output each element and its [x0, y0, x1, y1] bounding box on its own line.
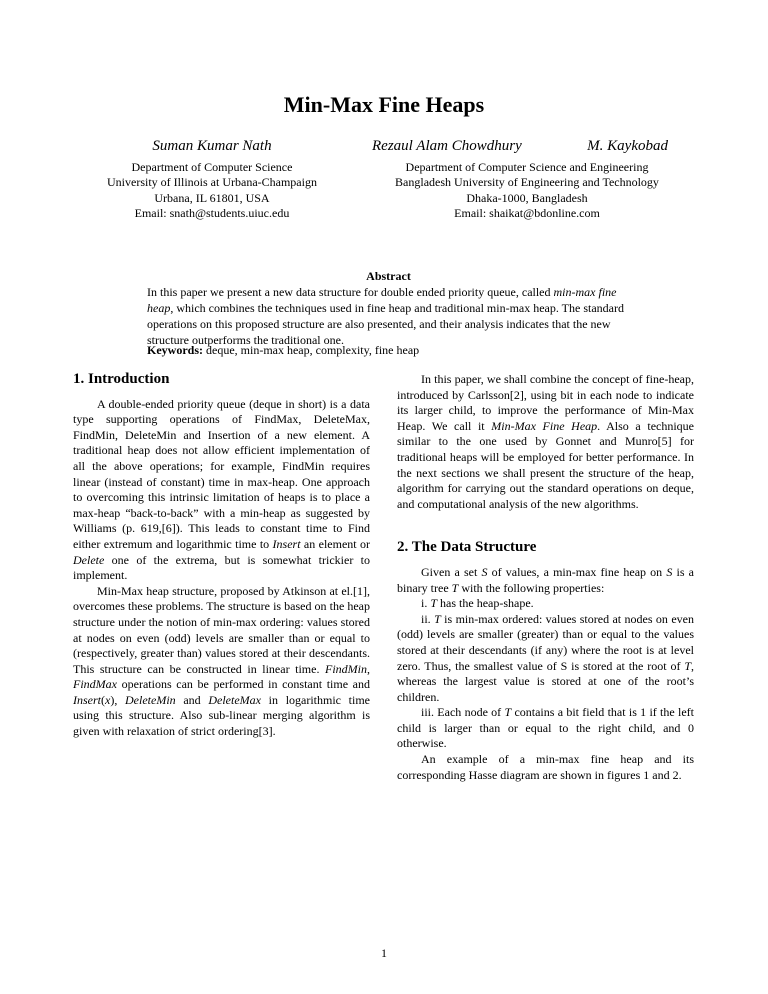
author-name: Suman Kumar Nath — [152, 138, 272, 154]
left-column — [73, 372, 370, 740]
right-column — [397, 372, 694, 783]
author-email: Email: snath@students.uiuc.edu — [134, 206, 290, 220]
author-name: Rezaul Alam Chowdhury — [372, 138, 522, 154]
section-heading-introduction: 1. Introduction — [73, 371, 170, 387]
list-item: ii. T is min-max ordered: values stored at nodes on even (odd) levels are smaller (greater) than or equal to the values stored at their descendants (if any) where the root is at level zero. Thus, the smallest value of S is stored at the root of T, whereas the largest value is stored at one of the root’s children. — [397, 611, 694, 704]
paragraph: A double-ended priority queue (deque in short) is a data type supporting operations of FindMax, DeleteMax, FindMin, DeleteMin and Insertion of a new element. A traditional heap does not allow efficient implementation of all the above operations; for example, FindMin requires linear (instead of constant) time in max-heap. One approach to overcoming this intrinsic limitation of heaps is to place a max-heap “back-to-back” with a min-heap as suggested by Williams (p. 619,[6]). This leads to constant time to Find either extremum and logarithmic time to Insert an element or Delete one of the extrema, but is somewhat trickier to implement. — [73, 396, 370, 583]
abstract-heading: Abstract — [366, 269, 411, 283]
keywords-label: Keywords: — [147, 343, 203, 357]
keywords-text: deque, min-max heap, complexity, fine heap — [203, 343, 420, 357]
author-affiliation-line: Department of Computer Science and Engineering — [405, 159, 649, 174]
author-affiliation-line: Urbana, IL 61801, USA — [154, 190, 270, 205]
paragraph: Given a set S of values, a min-max fine heap on S is a binary tree T with the following properties: — [397, 564, 694, 595]
abstract-text: In this paper we present a new data structure for double ended priority queue, called min-max fine heap, which combines the techniques used in fine heap and traditional min-max heap. The standard operations on this proposed structure are also presented, and their analysis indicates that the new structure outperforms the traditional one. — [147, 285, 624, 347]
list-item: i. T has the heap-shape. — [421, 596, 534, 611]
author-affiliation-line: Dhaka-1000, Bangladesh — [466, 190, 588, 205]
keywords — [147, 343, 630, 358]
author-affiliation-line: Bangladesh University of Engineering and Technology — [395, 175, 659, 189]
paragraph: In this paper, we shall combine the concept of fine-heap, introduced by Carlsson[2], using bit in each node to indicate its larger child, to improve the performance of Min-Max Heap. We call it Min-Max Fine Heap. Also a technique similar to the one used by Gonnet and Munro[5] for traditional heaps will be employed for better performance. In the next sections we shall present the structure of the heap, algorithm for carrying out the standard operations on deque, and computational analysis of the new algorithms. — [397, 372, 695, 511]
author-block-1 — [87, 139, 337, 222]
author-name: M. Kaykobad — [587, 138, 668, 154]
paragraph: An example of a min-max fine heap and its corresponding Hasse diagram are shown in figures 1 and 2. — [397, 752, 694, 782]
author-affiliation-line: Department of Computer Science — [131, 159, 293, 174]
page-number: 1 — [381, 946, 387, 960]
author-email: Email: shaikat@bdonline.com — [454, 206, 600, 220]
section-heading-data-structure: 2. The Data Structure — [397, 539, 537, 556]
paragraph: Min-Max heap structure, proposed by Atkinson at el.[1], overcomes these problems. The structure is based on the heap structure under the notion of min-max ordering: values stored at nodes on even (odd) levels are smaller than or equal to (respectively, greater than) values stored at their descendants. This structure can be constructed in linear time. FindMin, FindMax operations can be performed in constant time and Insert(x), DeleteMin and DeleteMax in logarithmic time using this structure. Also sub-linear merging algorithm is given with relaxation of strict ordering[3]. — [73, 583, 371, 739]
author-block-2 — [362, 139, 692, 222]
abstract — [147, 268, 630, 348]
list-item: iii. Each node of T contains a bit field that is 1 if the left child is larger than or equal to the right child, and 0 otherwise. — [397, 705, 694, 751]
paper-title: Min-Max Fine Heaps — [283, 92, 485, 117]
author-affiliation-line: University of Illinois at Urbana-Champaign — [107, 175, 317, 189]
